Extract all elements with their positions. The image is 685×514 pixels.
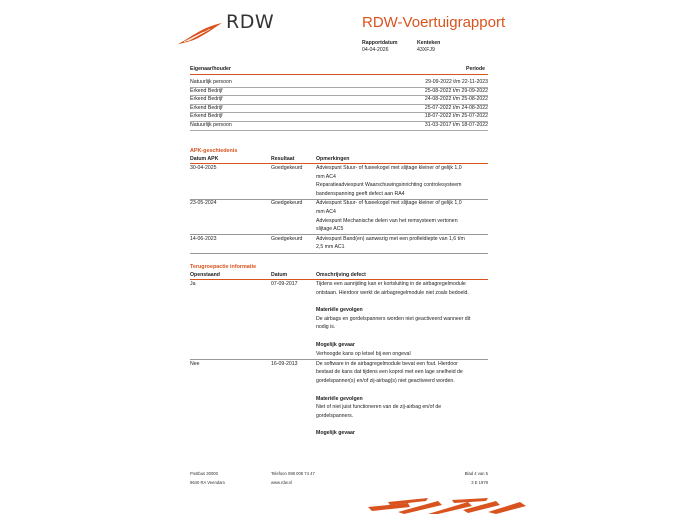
rdw-logo-icon — [176, 22, 224, 46]
recall-date-header: Datum — [271, 272, 288, 278]
apk-remark-line: Adviespunt Stuur- of fuseekogel met slijtage kleiner of gelijk 1,0 — [316, 200, 462, 207]
owner-row — [190, 121, 488, 131]
recall-material-line: De airbags en gordelspanners worden niet geactiveerd wanneer dit — [316, 315, 471, 322]
apk-section-title: APK-geschiedenis — [190, 148, 238, 154]
decorative-stripes-icon — [368, 498, 528, 514]
recall-date: 16-09-2013 — [271, 360, 298, 367]
footer-city: 9640 RA Veendam — [190, 480, 225, 485]
kenteken-value: 43XFJ9 — [417, 47, 435, 53]
recall-desc-line: De software in de airbagregelmodule bevat een fout. Hierdoor — [316, 360, 458, 367]
owner-type: Erkend Bedrijf — [190, 104, 223, 111]
apk-result: Goedgekeurd — [271, 165, 303, 171]
apk-remark-line: Reparatieadviespunt Waarschuwingsinrichting controlesysteem — [316, 182, 462, 189]
owner-period: 29-09-2022 t/m 22-11-2023 — [425, 79, 488, 85]
owner-period: 18-07-2022 t/m 25-07-2022 — [424, 113, 488, 120]
apk-date: 23-05-2024 — [190, 200, 217, 207]
recall-date: 07-09-2017 — [271, 281, 298, 287]
apk-remark-line: 2,5 mm AC1 — [316, 244, 345, 251]
rapportdatum-label: Rapportdatum — [362, 40, 398, 46]
owner-type: Natuurlijk persoon — [190, 122, 232, 128]
recall-material-line: nodig is. — [316, 324, 336, 331]
recall-open: Nee — [190, 360, 200, 367]
owner-period: 25-07-2022 t/m 24-08-2022 — [424, 104, 488, 111]
apk-remark-line: mm AC4 — [316, 173, 336, 180]
recall-desc-header: Omschrijving defect — [316, 272, 366, 278]
recall-desc-line: Tijdens een aanrijding kan er kortsluiting in de airbagregelmodule — [316, 281, 466, 287]
owners-header-rule — [190, 74, 488, 75]
apk-result: Goedgekeurd — [271, 235, 303, 242]
period-col-header: Periode — [466, 66, 486, 72]
recall-material-label: Materiële gevolgen — [316, 395, 363, 402]
apk-result-header: Resultaat — [271, 156, 295, 162]
apk-remark-line: mm AC4 — [316, 209, 336, 215]
owner-type: Erkend Bedrijf — [190, 96, 223, 103]
owner-type: Erkend Bedrijf — [190, 87, 223, 94]
owner-period: 25-08-2022 t/m 29-09-2022 — [424, 87, 488, 94]
kenteken-label: Kenteken — [417, 40, 441, 46]
footer-page-number: Blad 4 van 5 — [464, 471, 488, 476]
page-title: RDW-Voertuigrapport — [362, 14, 506, 31]
apk-date: 30-04-2025 — [190, 165, 217, 171]
recall-danger-line: Verhoogde kans op letsel bij een ongeval — [316, 350, 411, 357]
logo-text: RDW — [226, 11, 275, 33]
owner-type: Natuurlijk persoon — [190, 79, 232, 85]
recall-desc-line: bestaat de kans dat tijdens een koprol met een lage snelheid de — [316, 369, 463, 376]
apk-result: Goedgekeurd — [271, 200, 303, 207]
footer-postbus: Postbus 30000 — [190, 471, 218, 476]
owner-period: 31-03-2017 t/m 18-07-2022 — [424, 122, 488, 128]
footer-code: 3 E 1978 — [471, 480, 488, 485]
apk-remark-line: Adviespunt Mechanische delen van het remsysteem vertonen — [316, 217, 458, 224]
owner-type: Erkend Bedrijf — [190, 113, 223, 120]
recall-open-header: Openstaand — [190, 272, 220, 278]
apk-remark-line: Adviespunt Band(en) aanwezig met een profieldiepte van 1,6 t/m — [316, 235, 465, 242]
recall-danger-label: Mogelijk gevaar — [316, 342, 355, 348]
recall-danger-label: Mogelijk gevaar — [316, 430, 355, 437]
apk-date: 14-06-2023 — [190, 235, 217, 242]
recall-material-line: Niet of niet juist functioneren van de zij-airbag en/of de — [316, 404, 442, 411]
apk-remark-line: Adviespunt Stuur- of fuseekogel met slijtage kleiner of gelijk 1,0 — [316, 165, 462, 171]
recall-desc-line: ontstaan. Hierdoor werkt de airbagregelmodule niet zoals bedoeld. — [316, 289, 469, 296]
apk-remarks-header: Opmerkingen — [316, 156, 350, 162]
recall-open: Ja — [190, 281, 196, 287]
footer-web[interactable]: www.rdw.nl — [271, 480, 292, 485]
footer-phone: Telefoon 088 008 74 47 — [271, 471, 315, 476]
recall-material-label: Materiële gevolgen — [316, 307, 363, 314]
owner-period: 24-08-2022 t/m 25-08-2022 — [424, 96, 488, 103]
apk-remark-line: slijtage AC5 — [316, 226, 344, 233]
apk-row-divider — [190, 253, 488, 254]
recall-material-line: gordelspanners. — [316, 412, 354, 419]
recall-desc-line: gordelspanner(s) en/of zij-airbag(s) niet geactiveerd worden. — [316, 377, 455, 384]
apk-date-header: Datum APK — [190, 156, 219, 162]
apk-remark-line: bandenspanning geeft defect aan RA4 — [316, 190, 405, 197]
rapportdatum-value: 04-04-2026 — [362, 47, 389, 53]
owner-col-header: Eigenaar/houder — [190, 66, 231, 72]
recall-section-title: Terugroepactie informatie — [190, 264, 257, 270]
